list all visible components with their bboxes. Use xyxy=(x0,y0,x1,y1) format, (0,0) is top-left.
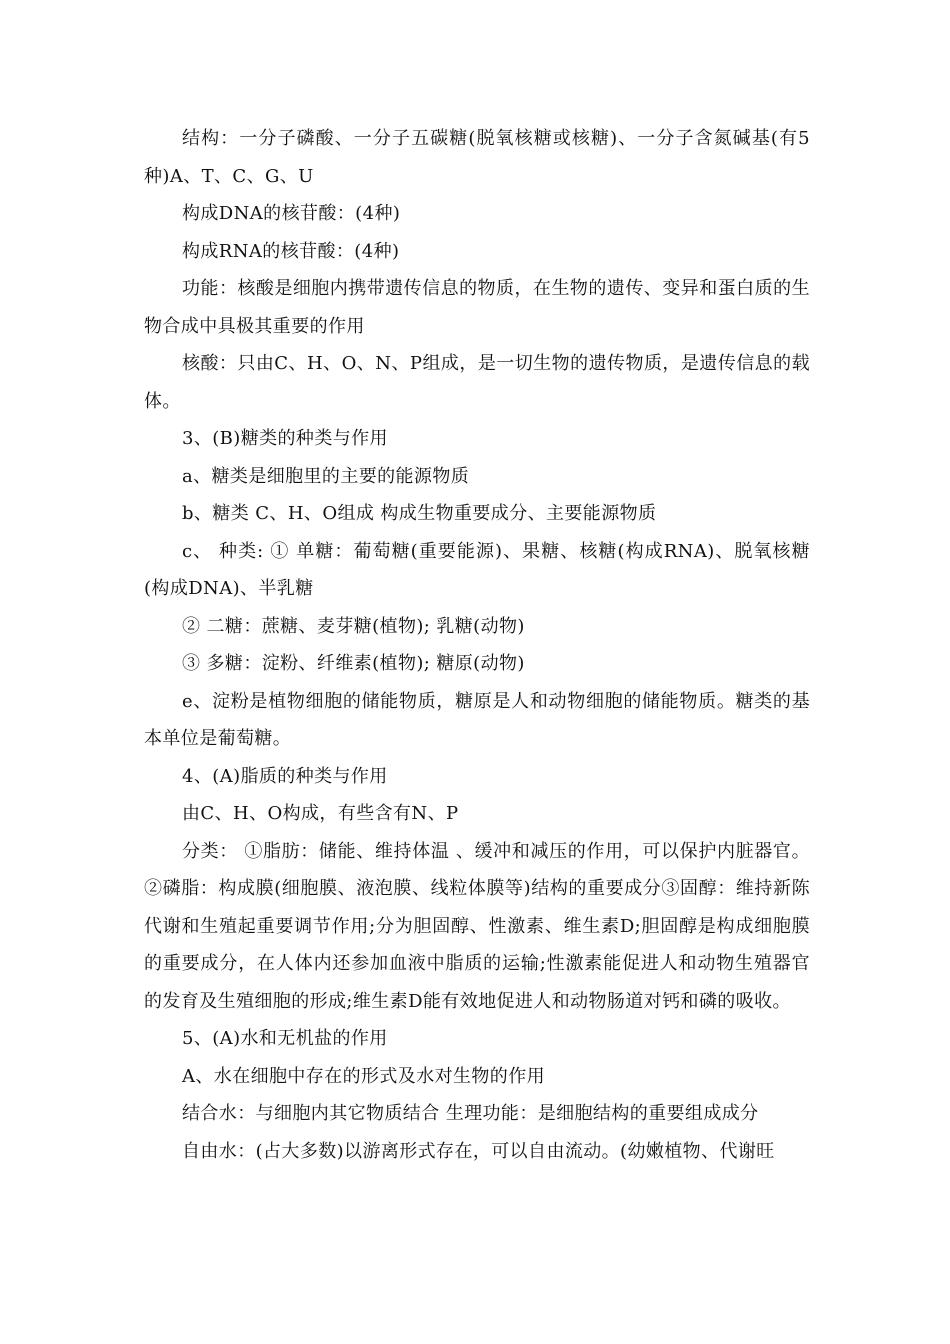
paragraph: 自由水：(占大多数)以游离形式存在，可以自由流动。(幼嫩植物、代谢旺 xyxy=(182,1140,775,1162)
paragraph: 结构：一分子磷酸、一分子五碳糖(脱氧核糖或核糖)、一分子含氮碱基(有5种)A、T、C、G、U xyxy=(144,128,810,187)
paragraph: 核酸：只由C、H、O、N、P组成，是一切生物的遗传物质，是遗传信息的载体。 xyxy=(144,353,810,412)
paragraph: a、糖类是细胞里的主要的能源物质 xyxy=(182,465,470,487)
document-body xyxy=(144,120,810,1170)
paragraph: ② 二糖：蔗糖、麦芽糖(植物); 乳糖(动物) xyxy=(182,615,525,637)
paragraph: 分类： ①脂肪：储能、维持体温 、缓冲和减压的作用，可以保护内脏器官。②磷脂：构成膜(细胞膜、液泡膜、线粒体膜等)结构的重要成分③固醇：维持新陈代谢和生殖起重要调节作用;分为胆固醇、性激素、维生素D;胆固醇是构成细胞膜的重要成分，在人体内还参加血液中脂质的运输;性激素能促进人和动物生殖器官的发育及生殖细胞的形成;维生素D能有效地促进人和动物肠道对钙和磷的吸收。 xyxy=(144,840,810,1012)
section-heading: 3、(B)糖类的种类与作用 xyxy=(182,428,388,449)
section-heading: 4、(A)脂质的种类与作用 xyxy=(182,765,388,787)
paragraph: c、 种类: ① 单糖：葡萄糖(重要能源)、果糖、核糖(构成RNA)、脱氧核糖(构成DNA)、半乳糖 xyxy=(144,540,810,599)
paragraph: ③ 多糖：淀粉、纤维素(植物); 糖原(动物) xyxy=(182,653,525,674)
section-heading: 5、(A)水和无机盐的作用 xyxy=(182,1028,388,1049)
paragraph: 结合水：与细胞内其它物质结合 生理功能：是细胞结构的重要组成成分 xyxy=(182,1103,759,1124)
paragraph: b、糖类 C、H、O组成 构成生物重要成分、主要能源物质 xyxy=(182,503,657,524)
paragraph: e、淀粉是植物细胞的储能物质，糖原是人和动物细胞的储能物质。糖类的基本单位是葡萄糖。 xyxy=(144,690,810,749)
paragraph: A、水在细胞中存在的形式及水对生物的作用 xyxy=(182,1065,545,1087)
paragraph: 由C、H、O构成，有些含有N、P xyxy=(182,803,459,824)
paragraph: 构成DNA的核苷酸：(4种) xyxy=(182,203,401,224)
paragraph: 构成RNA的核苷酸：(4种) xyxy=(182,240,400,262)
paragraph: 功能：核酸是细胞内携带遗传信息的物质，在生物的遗传、变异和蛋白质的生物合成中具极其重要的作用 xyxy=(144,278,810,337)
